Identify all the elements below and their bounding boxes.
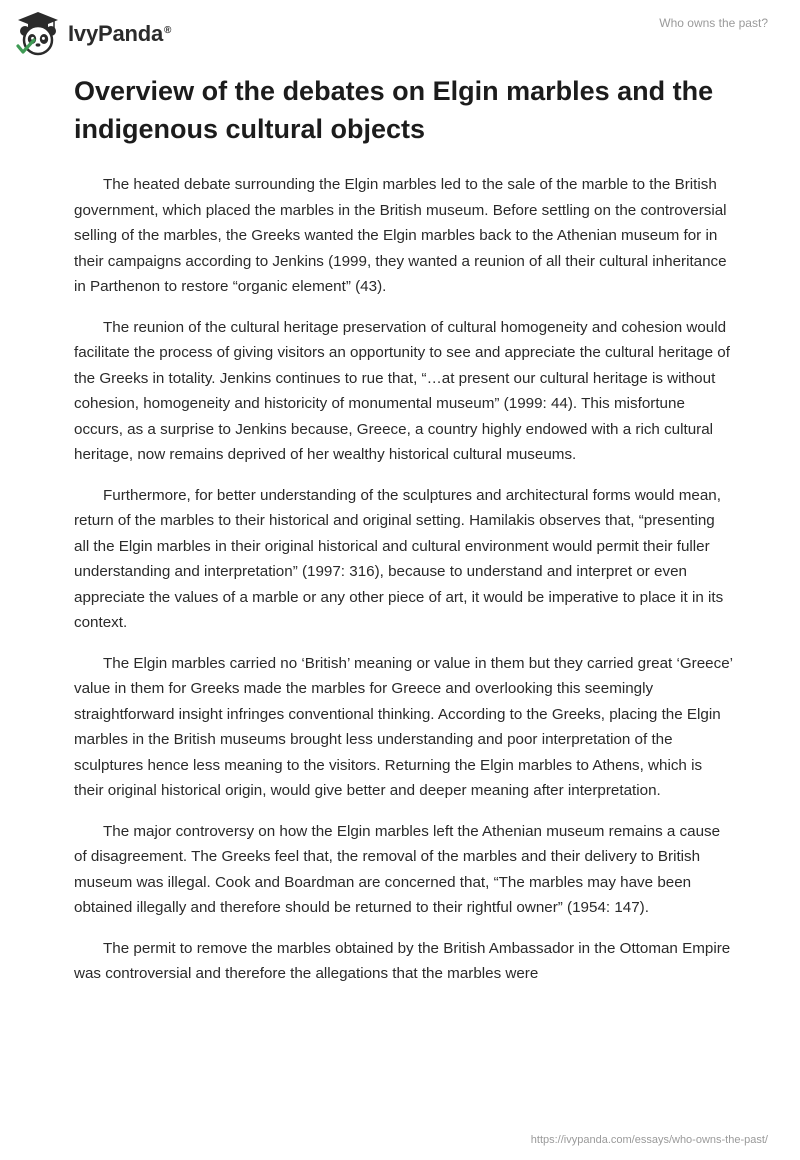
panda-graduate-icon [14,10,62,58]
source-url[interactable]: https://ivypanda.com/essays/who-owns-the-past/ [530,1134,768,1146]
registered-mark: ® [164,24,172,36]
paragraph: Furthermore, for better understanding of the sculptures and architectural forms would mean, return of the marbles to their historical and original setting. Hamilakis observes that, “presenting all the Elgin marbles in their original historical and cultural environment would permit their fuller understanding and interpretation” (1997: 316), because to understand and interpret or even appreciate the values of a marble or any other piece of art, it would be imperative to place it in its context. [74,486,724,631]
document-header-title: Who owns the past? [659,16,768,30]
brand-name: IvyPanda® [68,21,172,46]
page-header [0,0,800,64]
page-title: Overview of the debates on Elgin marbles and the indigenous cultural objects [74,76,714,144]
ivypanda-logo[interactable] [14,10,171,58]
paragraph: The reunion of the cultural heritage preservation of cultural homogeneity and cohesion would facilitate the process of giving visitors an opportunity to see and appreciate the cultural heritage of the Greeks in totality. Jenkins continues to rue that, “…at present our cultural heritage is without cohesion, homogeneity and historicity of monumental museum” (1999: 44). This misfortune occurs, as a surprise to Jenkins because, Greece, a country highly endowed with a rich cultural heritage, now remains deprived of her wealthy historical cultural museums. [74,318,730,463]
paragraph: The heated debate surrounding the Elgin marbles led to the sale of the marble to the British government, which placed the marbles in the British museum. Before settling on the controversial selling of the marbles, the Greeks wanted the Elgin marbles back to the Athenian museum for in their campaigns according to Jenkins (1999, they wanted a reunion of all their cultural inheritance in Parthenon to restore “organic element” (43). [74,176,727,295]
paragraph: The Elgin marbles carried no ‘British’ meaning or value in them but they carried great ‘Greece’ value in them for Greeks made the marbles for Greece and overlooking this seemingly straightforward insight infringes conventional thinking. According to the Greeks, placing the Elgin marbles in the British museums brought less understanding and poor interpretation of the sculptures hence less meaning to the visitors. Returning the Elgin marbles to Athens, which is their original historical origin, would give better and deeper meaning after interpretation. [74,654,733,799]
article-body [74,172,734,1002]
paragraph: The permit to remove the marbles obtained by the British Ambassador in the Ottoman Empire was controversial and therefore the allegations that the marbles were [74,939,731,982]
paragraph: The major controversy on how the Elgin marbles left the Athenian museum remains a cause of disagreement. The Greeks feel that, the removal of the marbles and their delivery to British museum was illegal. Cook and Boardman are concerned that, “The marbles may have been obtained illegally and therefore should be returned to their rightful owner” (1954: 147). [74,822,721,916]
